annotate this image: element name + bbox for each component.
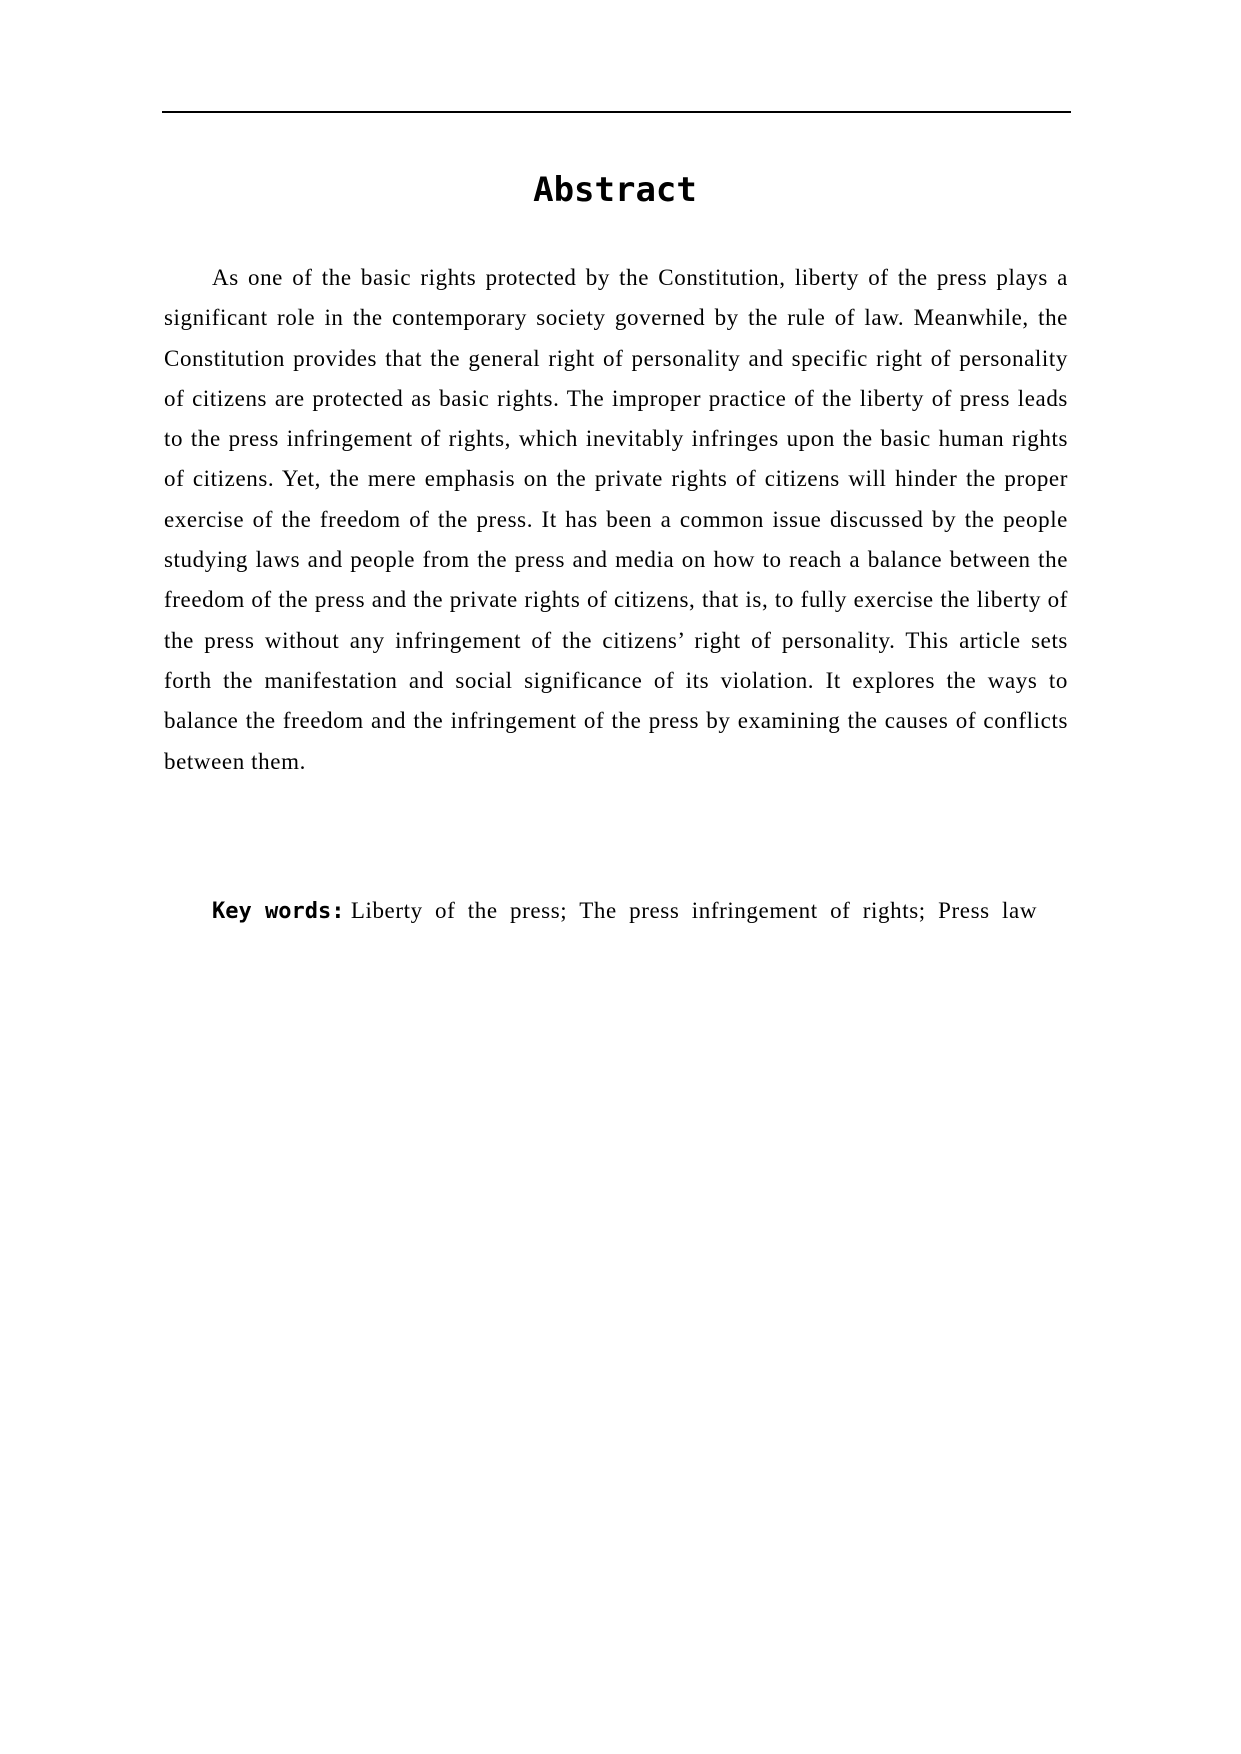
abstract-title: Abstract bbox=[533, 170, 697, 210]
header-rule bbox=[162, 111, 1071, 113]
keywords-label: Key words: bbox=[212, 899, 345, 924]
abstract-body: As one of the basic rights protected by the Constitution, liberty of the press plays a significant role in the contemporary society governed by the rule of law. Meanwhile, the Constitution provides that the general right of personality and specific right of personality of citizens are protected as basic rights. The improper practice of the liberty of press leads to the press infringement of rights, which inevitably infringes upon the basic human rights of citizens. Yet, the mere emphasis on the private rights of citizens will hinder the proper exercise of the freedom of the press. It has been a common issue discussed by the people studying laws and people from the press and media on how to reach a balance between the freedom of the press and the private rights of citizens, that is, to fully exercise the liberty of the press without any infringement of the citizens’ right of personality. This article sets forth the manifestation and social significance of its violation. It explores the ways to balance the freedom and the infringement of the press by examining the causes of conflicts between them. bbox=[164, 265, 1068, 774]
keywords-paragraph bbox=[164, 891, 1112, 932]
keywords-value: Liberty of the press; The press infringement of rights; Press law bbox=[350, 898, 1038, 923]
